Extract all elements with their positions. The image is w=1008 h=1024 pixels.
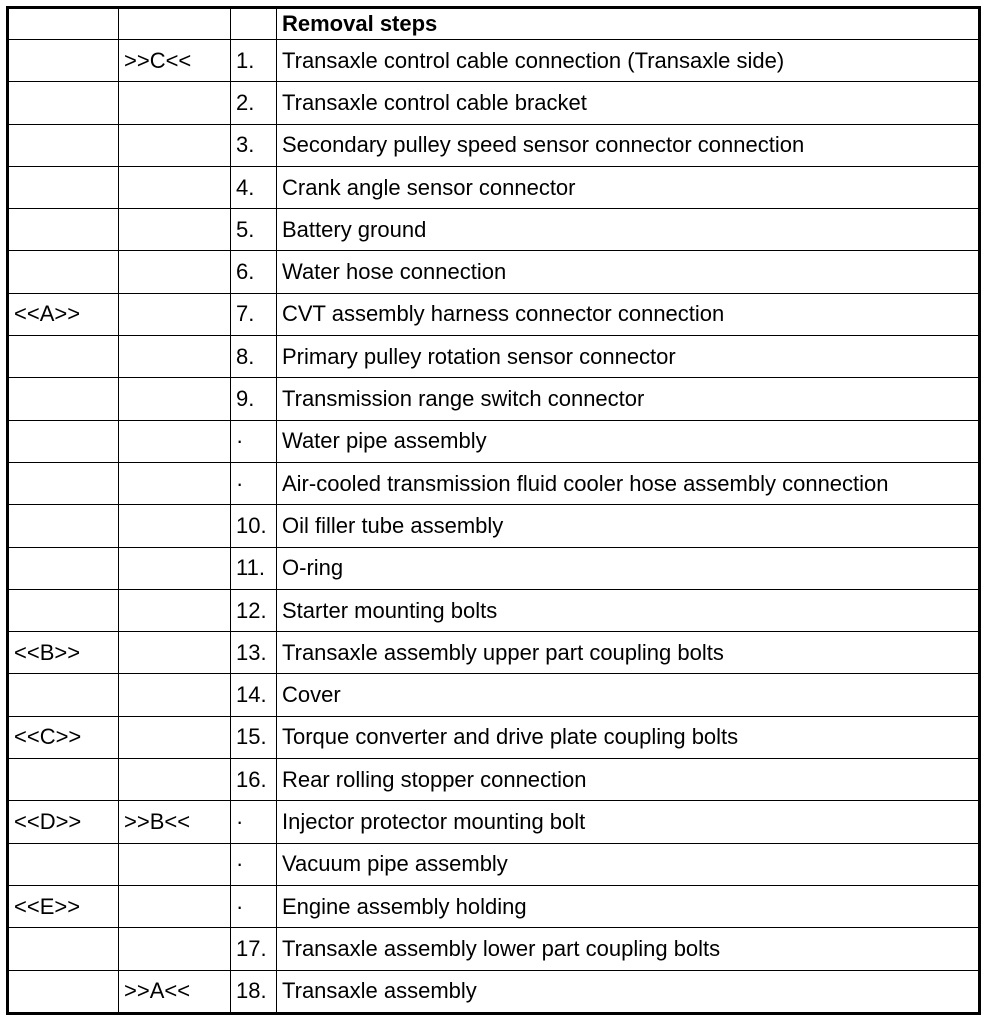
step-description-cell: Air-cooled transmission fluid cooler hose assembly connection (277, 462, 980, 504)
removal-note-cell (8, 970, 119, 1013)
removal-note-cell: <<C>> (8, 716, 119, 758)
installation-note-cell (119, 293, 231, 335)
step-number-cell: 3. (231, 124, 277, 166)
step-description-cell: Water hose connection (277, 251, 980, 293)
removal-note-cell (8, 124, 119, 166)
step-number-cell: 10. (231, 505, 277, 547)
removal-note-cell (8, 209, 119, 251)
removal-note-cell (8, 547, 119, 589)
installation-note-cell (119, 843, 231, 885)
table-row (8, 378, 980, 420)
table-row (8, 209, 980, 251)
removal-steps-table-wrapper (6, 6, 981, 1015)
step-number-cell: 8. (231, 336, 277, 378)
step-description-cell: Transaxle assembly upper part coupling bolts (277, 632, 980, 674)
step-number-cell: 14. (231, 674, 277, 716)
table-row (8, 40, 980, 82)
step-description-cell: Primary pulley rotation sensor connector (277, 336, 980, 378)
removal-note-cell (8, 336, 119, 378)
step-description-cell: Transaxle assembly lower part coupling bolts (277, 928, 980, 970)
step-description-cell: CVT assembly harness connector connection (277, 293, 980, 335)
removal-steps-table (6, 6, 981, 1015)
table-header-row (8, 8, 980, 40)
removal-note-cell (8, 505, 119, 547)
table-row (8, 801, 980, 843)
step-number-cell: 7. (231, 293, 277, 335)
table-row (8, 759, 980, 801)
removal-note-cell (8, 462, 119, 504)
step-number-cell: · (231, 420, 277, 462)
step-description-cell: Oil filler tube assembly (277, 505, 980, 547)
step-description-cell: Water pipe assembly (277, 420, 980, 462)
table-row (8, 885, 980, 927)
step-description-cell: Rear rolling stopper connection (277, 759, 980, 801)
step-description-cell: Transaxle control cable bracket (277, 82, 980, 124)
table-row (8, 462, 980, 504)
table-row (8, 970, 980, 1013)
step-description-cell: Torque converter and drive plate coupling bolts (277, 716, 980, 758)
installation-note-cell (119, 336, 231, 378)
removal-note-cell (8, 166, 119, 208)
installation-note-cell (119, 378, 231, 420)
step-description-cell: Crank angle sensor connector (277, 166, 980, 208)
header-install-ref (119, 8, 231, 40)
removal-note-cell (8, 251, 119, 293)
table-row (8, 632, 980, 674)
removal-note-cell (8, 40, 119, 82)
step-description-cell: Transaxle control cable connection (Transaxle side) (277, 40, 980, 82)
installation-note-cell (119, 124, 231, 166)
removal-note-cell (8, 589, 119, 631)
table-row (8, 716, 980, 758)
removal-note-cell (8, 928, 119, 970)
installation-note-cell (119, 759, 231, 801)
removal-note-cell (8, 378, 119, 420)
installation-note-cell: >>B<< (119, 801, 231, 843)
step-number-cell: 9. (231, 378, 277, 420)
installation-note-cell (119, 462, 231, 504)
installation-note-cell (119, 420, 231, 462)
step-number-cell: · (231, 885, 277, 927)
step-description-cell: Transaxle assembly (277, 970, 980, 1013)
table-row (8, 82, 980, 124)
installation-note-cell (119, 632, 231, 674)
removal-note-cell (8, 420, 119, 462)
step-number-cell: 17. (231, 928, 277, 970)
installation-note-cell (119, 166, 231, 208)
table-row (8, 124, 980, 166)
header-removal-ref (8, 8, 119, 40)
removal-note-cell: <<D>> (8, 801, 119, 843)
step-number-cell: 15. (231, 716, 277, 758)
table-row (8, 420, 980, 462)
step-description-cell: Transmission range switch connector (277, 378, 980, 420)
installation-note-cell (119, 716, 231, 758)
installation-note-cell (119, 885, 231, 927)
removal-note-cell (8, 843, 119, 885)
step-description-cell: Engine assembly holding (277, 885, 980, 927)
step-number-cell: 18. (231, 970, 277, 1013)
installation-note-cell (119, 674, 231, 716)
table-row (8, 589, 980, 631)
installation-note-cell (119, 209, 231, 251)
step-number-cell: 5. (231, 209, 277, 251)
header-removal-steps-title: Removal steps (277, 8, 980, 40)
installation-note-cell (119, 251, 231, 293)
table-row (8, 166, 980, 208)
step-number-cell: 1. (231, 40, 277, 82)
table-row (8, 674, 980, 716)
installation-note-cell (119, 547, 231, 589)
step-number-cell: 12. (231, 589, 277, 631)
installation-note-cell (119, 928, 231, 970)
table-row (8, 843, 980, 885)
installation-note-cell: >>C<< (119, 40, 231, 82)
step-number-cell: 2. (231, 82, 277, 124)
step-number-cell: · (231, 843, 277, 885)
removal-note-cell: <<E>> (8, 885, 119, 927)
removal-note-cell: <<B>> (8, 632, 119, 674)
removal-note-cell: <<A>> (8, 293, 119, 335)
step-number-cell: 13. (231, 632, 277, 674)
step-number-cell: 16. (231, 759, 277, 801)
installation-note-cell: >>A<< (119, 970, 231, 1013)
table-row (8, 251, 980, 293)
table-row (8, 547, 980, 589)
header-step-number (231, 8, 277, 40)
removal-note-cell (8, 759, 119, 801)
step-number-cell: 4. (231, 166, 277, 208)
step-description-cell: Starter mounting bolts (277, 589, 980, 631)
removal-note-cell (8, 82, 119, 124)
removal-note-cell (8, 674, 119, 716)
installation-note-cell (119, 589, 231, 631)
step-description-cell: O-ring (277, 547, 980, 589)
table-row (8, 505, 980, 547)
step-description-cell: Cover (277, 674, 980, 716)
installation-note-cell (119, 82, 231, 124)
step-description-cell: Battery ground (277, 209, 980, 251)
step-number-cell: · (231, 462, 277, 504)
table-row (8, 928, 980, 970)
step-number-cell: · (231, 801, 277, 843)
step-description-cell: Injector protector mounting bolt (277, 801, 980, 843)
table-row (8, 336, 980, 378)
step-description-cell: Vacuum pipe assembly (277, 843, 980, 885)
table-row (8, 293, 980, 335)
installation-note-cell (119, 505, 231, 547)
step-number-cell: 11. (231, 547, 277, 589)
step-description-cell: Secondary pulley speed sensor connector connection (277, 124, 980, 166)
step-number-cell: 6. (231, 251, 277, 293)
